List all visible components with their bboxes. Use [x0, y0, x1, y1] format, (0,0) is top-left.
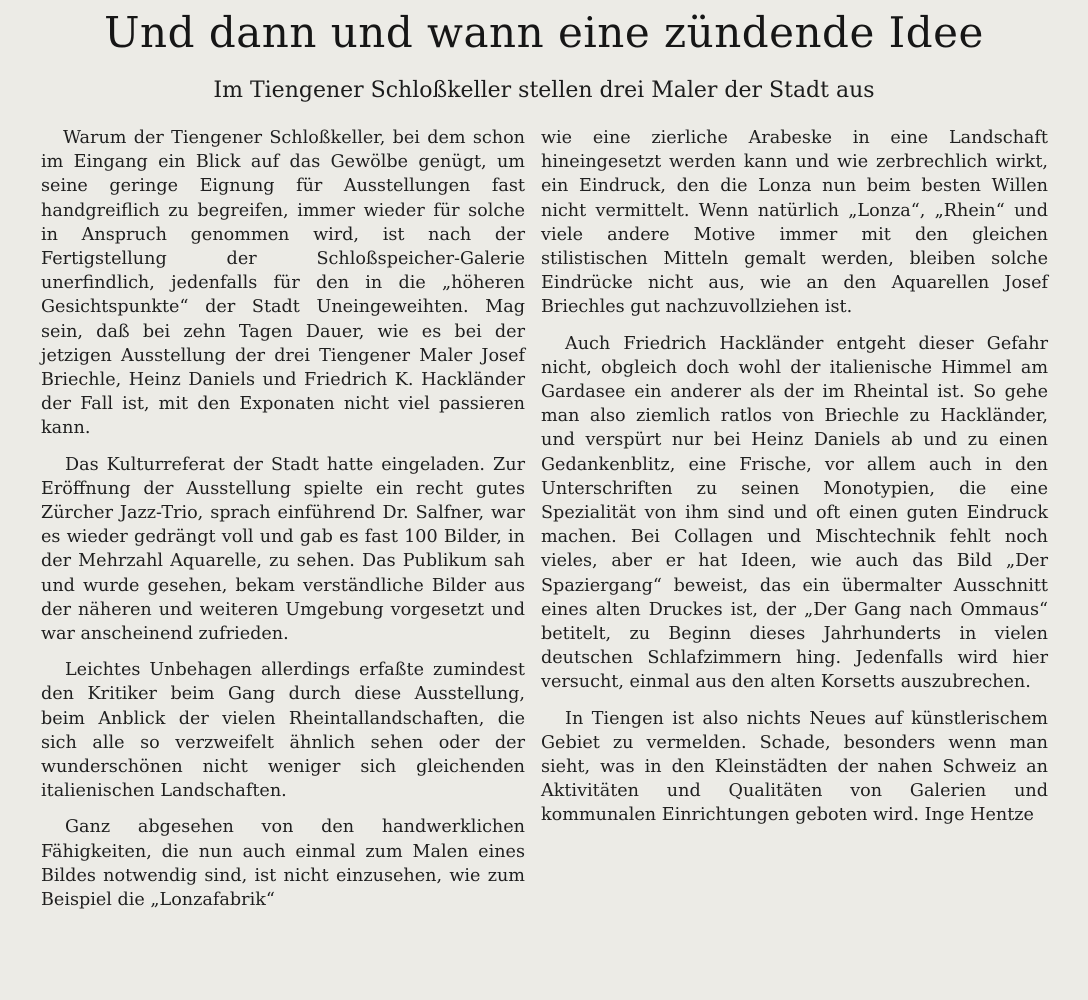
- paragraph: Leichtes Unbehagen allerdings erfaßte zumindest den Kritiker beim Gang durch diese Ausstellung, beim Anblick der vielen Rheintallandschaften, die sich alle so verzweifelt ähnlich sehen oder der wunderschönen nicht weniger sich gleichenden italienischen Landschaften.: [41, 660, 525, 802]
- subheadline: Im Tiengener Schloßkeller stellen drei Maler der Stadt aus: [213, 78, 875, 103]
- paragraph: Das Kulturreferat der Stadt hatte eingeladen. Zur Eröffnung der Ausstellung spielte ein recht gutes Zürcher Jazz-Trio, sprach einführend Dr. Salfner, war es wieder gedrängt voll und gab es fast 100 Bilder, in der Mehrzahl Aquarelle, zu sehen. Das Publikum sah und wurde gesehen, bekam verständliche Bilder aus der näheren und weiteren Umgebung vorgesetzt und war anscheinend zufrieden.: [41, 454, 525, 645]
- article-column-left: [41, 126, 525, 924]
- paragraph: Auch Friedrich Hackländer entgeht dieser Gefahr nicht, obgleich doch wohl der italienische Himmel am Gardasee ein anderer als der im Rheintal ist. So gehe man also ziemlich ratlos von Briechle zu Hackländer, und verspürt nur bei Heinz Daniels ab und zu einen Gedankenblitz, eine Frische, vor allem auch in den Unterschriften zu seinen Monotypien, die eine Spezialität von ihm sind und oft einen guten Eindruck machen. Bei Collagen und Mischtechnik fehlt noch vieles, aber er hat Ideen, wie auch das Bild „Der Spaziergang“ beweist, das ein übermalter Ausschnitt eines alten Druckes ist, der „Der Gang nach Ommaus“ betitelt, zu Beginn dieses Jahrhunderts in vielen deutschen Schlafzimmern hing. Jedenfalls wird hier versucht, einmal aus den alten Korsetts auszubrechen.: [541, 333, 1048, 693]
- paragraph: In Tiengen ist also nichts Neues auf künstlerischem Gebiet zu vermelden. Schade, besonders wenn man sieht, was in den Kleinstädten der nahen Schweiz an Aktivitäten und Qualitäten von Galerien und kommunalen Einrichtungen geboten wird. Inge Hentze: [541, 708, 1048, 826]
- article-column-right: [541, 126, 1048, 840]
- headline: Und dann und wann eine zündende Idee: [104, 8, 984, 57]
- paragraph: Warum der Tiengener Schloßkeller, bei dem schon im Eingang ein Blick auf das Gewölbe genügt, um seine geringe Eignung für Ausstellungen fast handgreiflich zu begreifen, immer wieder für solche in Anspruch genommen wird, ist nach der Fertigstellung der Schloßspeicher-Galerie unerfindlich, jedenfalls für den in die „höheren Gesichtspunkte“ der Stadt Uneingeweihten. Mag sein, daß bei zehn Tagen Dauer, wie es bei der jetzigen Ausstellung der drei Tiengener Maler Josef Briechle, Heinz Daniels und Friedrich K. Hackländer der Fall ist, mit den Exponaten nicht viel passieren kann.: [41, 128, 525, 439]
- paragraph: Ganz abgesehen von den handwerklichen Fähigkeiten, die nun auch einmal zum Malen eines Bildes notwendig sind, ist nicht einzusehen, wie zum Beispiel die „Lonzafabrik“: [41, 817, 525, 911]
- paragraph: wie eine zierliche Arabeske in eine Landschaft hineingesetzt werden kann und wie zerbrechlich wirkt, ein Eindruck, den die Lonza nun beim besten Willen nicht vermittelt. Wenn natürlich „Lonza“, „Rhein“ und viele andere Motive immer mit den gleichen stilistischen Mitteln gemalt werden, bleiben solche Eindrücke nicht aus, wie an den Aquarellen Josef Briechles gut nachzuvollziehen ist.: [541, 128, 1048, 318]
